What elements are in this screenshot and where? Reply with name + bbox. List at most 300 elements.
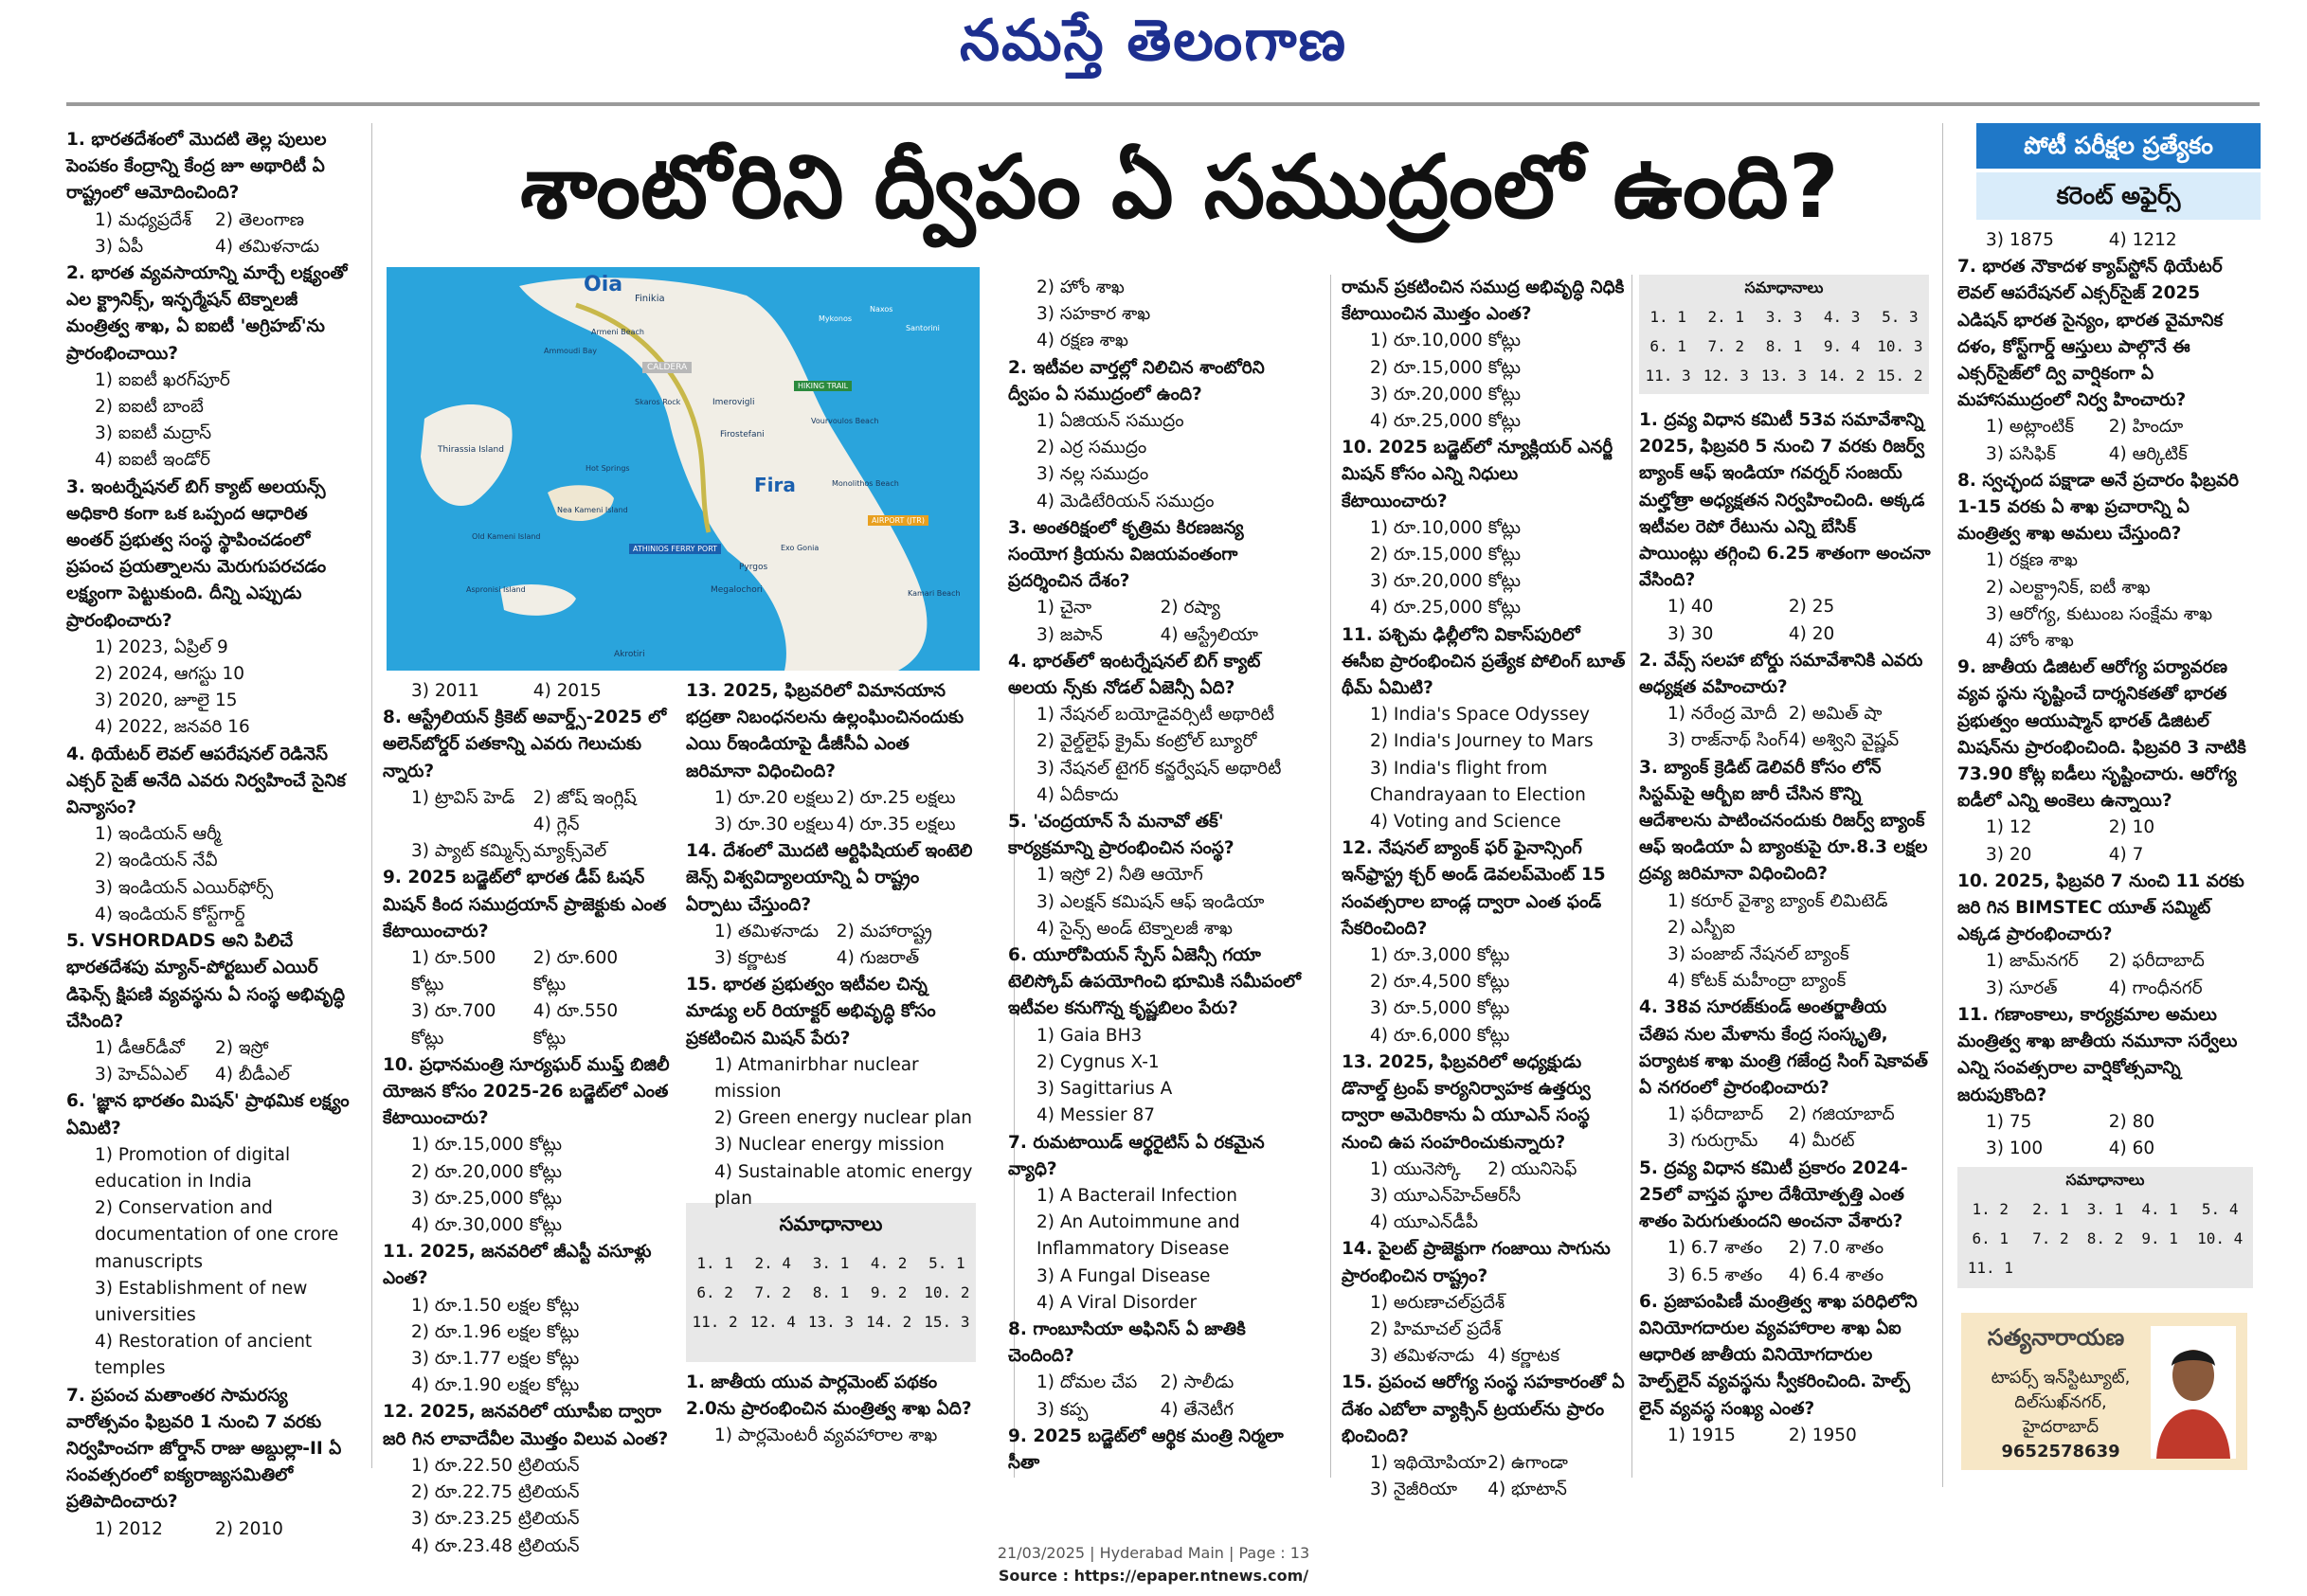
- answer-option-row: [1342, 1477, 1626, 1503]
- map-label-skaros: Skaros Rock: [635, 398, 681, 406]
- answer-option: 4) మీరట్: [1788, 1131, 1855, 1152]
- answer-option: 2) 80: [2108, 1111, 2155, 1132]
- answer-option: 1) రూ.22.50 ట్రిలియన్: [411, 1455, 580, 1476]
- answer-option: 1) Atmanirbhar nuclear mission: [714, 1054, 919, 1103]
- answer-key: 2. 1: [2032, 1200, 2069, 1218]
- answers-row: [686, 1307, 976, 1336]
- question-text: 13. 2025, ఫిబ్రవరిలో అధ్యక్షుడు డొనాల్డ్ ట్రంప్ కార్యనిర్వాహక ఉత్తర్వు ద్వారా అమెరికాను ఏ యూఎన్ సంస్థ నుంచి ఉప సంహరించుకున్నారు?: [1342, 1051, 1591, 1153]
- answer-option: 1) రూ.15,000 కోట్లు: [411, 1135, 563, 1156]
- question-text: 7. రుమటాయిడ్ ఆర్థరైటిస్ ఏ రకమైన వ్యాధి?: [1008, 1132, 1265, 1179]
- question-text: 14. పైలట్ ప్రాజెక్టుగా గంజాయి సాగును ప్రారంభించిన రాష్ట్రం?: [1342, 1239, 1611, 1286]
- banner-special: పోటీ పరీక్షల ప్రత్యేకం: [1976, 123, 2261, 169]
- answer-option: 4) రక్షణ శాఖ: [1036, 331, 1128, 351]
- answers-table: [686, 1248, 976, 1336]
- question-text: 1. ద్రవ్య విధాన కమిటీ 53వ సమావేశాన్ని 2025, ఫిబ్రవరి 5 నుంచి 7 వరకు రిజర్వ్ బ్యాంక్ ఆఫ్ ఇండియా గవర్నర్ సంజయ్ మల్హోత్రా అధ్యక్షతన నిర్వహించింది. అక్కడ ఇటీవల రెపో రేటును ఎన్ని బేసిక్ పాయింట్లు తగ్గించి 6.25 శాతంగా అంచనా వేసింది?: [1639, 410, 1931, 591]
- answer-option: 3) రూ.1.77 లక్షల కోట్లు: [411, 1349, 580, 1370]
- answer-option: 2) యునిసెఫ్: [1487, 1158, 1577, 1179]
- answer-option: 2) హిమాచల్ ప్రదేశ్: [1370, 1318, 1502, 1339]
- masthead: [0, 8, 2307, 83]
- section-banner: [1976, 123, 2261, 220]
- answer-option: 4) Restoration of ancient temples: [95, 1332, 313, 1379]
- answer-option-row: [1639, 727, 1931, 754]
- answer-option: 1) అట్లాంటిక్: [1986, 417, 2075, 438]
- answer-option: 1) పార్లమెంటరీ వ్యవహారాల శాఖ: [714, 1426, 938, 1446]
- answers-row: [1639, 361, 1929, 390]
- footer-source: Source : https://epaper.ntnews.com/: [998, 1567, 1309, 1585]
- question-text: 7. భారత నౌకాదళ క్యాప్‌స్టోన్ థియేటర్ లెవల్ ఆపరేషనల్ ఎక్సర్‌సైజ్ 2025 ఎడిషన్ భారత సైన్యం, భారత వైమానిక దళం, కోస్ట్‌గార్డ్ ఆస్తులు పాల్గొనే ఈ ఎక్సర్‌సైజ్‌లో ద్వి వార్షికంగా ఏ మహాసముద్రంలో నిర్వ హించారు?: [1957, 257, 2224, 411]
- question-text: 4. థియేటర్ లెవల్ ఆపరేషనల్ రెడినెస్ ఎక్సర్ సైజ్ అనేది ఎవరు నిర్వహించే సైనిక విన్యాసం?: [66, 744, 346, 818]
- answer-option-row: [1342, 1157, 1626, 1183]
- answer-option-row: [1957, 414, 2253, 440]
- answer-option: 2) 7.0 శాతం: [1788, 1238, 1884, 1259]
- answer-option: 4) గాంధీనగర్: [2108, 977, 2203, 998]
- answer-option-row: [1957, 842, 2253, 869]
- map-label-ammoudi: Ammoudi Bay: [544, 347, 597, 355]
- answer-option: 1) జామ్‌నగర్: [1986, 951, 2079, 972]
- map-label-akrotiri: Akrotiri: [614, 650, 645, 659]
- answer-option-row: [1639, 621, 1931, 648]
- map-label-armeni: Armeni Beach: [591, 328, 644, 336]
- answer-option: 2) రూ.25 లక్షలు: [836, 787, 956, 808]
- answer-key: 1. 1: [1649, 308, 1686, 326]
- answer-key: 5. 3: [1882, 308, 1919, 326]
- answer-option: 2) ఎస్బీఐ: [1667, 917, 1736, 938]
- question-text: 4. భారత్‌లో ఇంటర్నేషనల్ బిగ్ క్యాట్ అలయ న్స్‌కు నోడల్ ఏజెన్సీ ఏది?: [1008, 651, 1261, 699]
- map-label-airport: AIRPORT (JTR): [868, 515, 928, 526]
- author-card: [1961, 1313, 2247, 1470]
- answer-option: 2) Green energy nuclear plan: [714, 1108, 973, 1129]
- question-text: 7. ప్రపంచ మతాంతర సామరస్య వారోత్సవం ఫిబ్రవరి 1 నుంచి 7 వరకు నిర్వహించగా జోర్డాన్ రాజు అబ్దుల్లా-II ఏ సంవత్సరంలో ఐక్యరాజ్యసమితిలో ప్రతిపాదించారు?: [66, 1385, 342, 1513]
- column-3: [686, 678, 980, 1212]
- answer-option: 4) యూఎన్‌డీపీ: [1370, 1212, 1479, 1233]
- answer-key: 13. 3: [807, 1313, 855, 1331]
- answer-option: 2) తెలంగాణ: [214, 209, 305, 230]
- answers-box-1: [686, 1203, 976, 1362]
- answer-option: 2) 10: [2108, 817, 2155, 838]
- question-text: 5. ద్రవ్య విధాన కమిటీ ప్రకారం 2024-25లో వాస్తవ స్థూల దేశీయోత్పత్తి ఎంత శాతం పెరుగుతుందని అంచనా వేశారు?: [1639, 1157, 1908, 1232]
- answer-option: 3) ఆరోగ్య, కుటుంబ సంక్షేమ శాఖ: [1986, 603, 2213, 624]
- answer-option: 3) కర్ణాటక: [714, 948, 786, 969]
- answer-option: 1) 6.7 శాతం: [1667, 1238, 1763, 1259]
- answer-option: 4) రూ.25,000 కోట్లు: [1370, 411, 1522, 432]
- column-7: [1957, 227, 2253, 1162]
- question-text: 8. స్వచ్ఛంద పక్షాడా అనే ప్రచారం ఫిబ్రవరి 1-15 వరకు ఏ శాఖ ప్రచారాన్ని ఏ మంత్రిత్వ శాఖ అమలు చేస్తుంది?: [1957, 470, 2239, 545]
- answer-key: 5. 4: [2201, 1200, 2239, 1218]
- answer-option: 2) ఇస్రో: [214, 1037, 269, 1058]
- answer-option-row: [66, 1035, 356, 1062]
- answer-option: 3) 1875: [1986, 230, 2054, 250]
- answer-option: 3) పంజాబ్ నేషనల్ బ్యాంక్: [1667, 944, 1849, 965]
- answer-option: 4) ఇండియన్ కోస్ట్‌గార్డ్: [95, 904, 245, 924]
- answer-key: 4. 2: [870, 1254, 908, 1272]
- answer-option: 1) యునెస్కో: [1370, 1158, 1461, 1179]
- answer-key: [2187, 1253, 2253, 1282]
- answer-key: 4. 1: [2141, 1200, 2178, 1218]
- question-text: 5. VSHORDADS అని పిలిచే భారతదేశపు మ్యాన్-పోర్టబుల్ ఎయిర్ డిఫెన్స్ క్షిపణి వ్యవస్థను ఏ సంస్థ అభివృద్ధి చేసింది?: [66, 931, 346, 1031]
- answer-option: 3) Establishment of new universities: [95, 1278, 308, 1325]
- answers-table: [1639, 302, 1929, 390]
- answer-option: 4) 2022, జనవరి 16: [95, 717, 250, 738]
- answer-option: 2) ఉగాండా: [1487, 1452, 1568, 1473]
- answer-option: 4) రూ.25,000 కోట్లు: [1370, 598, 1522, 619]
- answer-option-row: [1008, 622, 1306, 649]
- answer-option: 3) రూ.20,000 కోట్లు: [1370, 571, 1522, 592]
- answer-option-row: [1639, 1263, 1931, 1289]
- question-text: 4. 38వ సూరజ్‌కుండ్ అంతర్జాతీయ చేతిప నుల మేళాను కేంద్ర సంస్కృతి, పర్యాటక శాఖ మంత్రి గజేంద్ర సింగ్ షెకావత్ ఏ నగరంలో ప్రారంభించారు?: [1639, 997, 1928, 1099]
- answer-option-row: [1639, 701, 1931, 727]
- column-5: [1342, 275, 1626, 1503]
- answer-key: 3. 3: [1765, 308, 1803, 326]
- answer-option: 3) తమిళనాడు: [1370, 1346, 1475, 1367]
- answer-option: 2) గజియాబాద్: [1788, 1104, 1895, 1125]
- answer-key: 10. 3: [1877, 337, 1923, 355]
- header-rule: [66, 102, 2260, 106]
- answer-option: 1) రూ.1.50 లక్షల కోట్లు: [411, 1295, 580, 1316]
- answer-option: 1) ఇండియన్ ఆర్మీ: [95, 824, 222, 845]
- answers-row: [1957, 1253, 2253, 1282]
- answer-option: 4) రూ.6,000 కోట్లు: [1370, 1025, 1510, 1046]
- answer-option: 2) రూ.15,000 కోట్లు: [1370, 545, 1522, 565]
- author-photo-graphic: [2151, 1326, 2236, 1459]
- answer-option: 3) సహకార శాఖ: [1036, 304, 1151, 325]
- answer-option: 4) బీడీఎల్: [214, 1065, 291, 1085]
- map-label-imerovigli: Imerovigli: [712, 398, 755, 407]
- answer-option: 3) నేషనల్ టైగర్ కన్జర్వేషన్ అథారిటీ: [1036, 758, 1282, 779]
- answer-key: 2. 4: [754, 1254, 792, 1272]
- answer-option-row: [383, 812, 676, 865]
- answer-option: 1) 2012: [95, 1518, 163, 1539]
- author-area: దిల్‌సుఖ్‌నగర్,: [2014, 1392, 2107, 1412]
- question-text: 10. ప్రధానమంత్రి సూర్యఘర్ ముఫ్త్ బిజిలీ యోజన కోసం 2025-26 బడ్జెట్‌లో ఎంత కేటాయించారు?: [383, 1054, 670, 1129]
- answer-option-row: [1957, 976, 2253, 1002]
- answer-key: 8. 1: [812, 1283, 850, 1301]
- answer-option: 4) రూ.550 కోట్లు: [532, 1001, 619, 1049]
- answer-option: 4) ఏదీకాదు: [1036, 784, 1119, 805]
- answer-option: 4) 6.4 శాతం: [1788, 1264, 1884, 1285]
- answer-option: 4) Voting and Science: [1370, 812, 1561, 833]
- answer-option: 1) 12: [1986, 817, 2032, 838]
- answer-option: 1) ట్రావిస్ హెడ్: [411, 787, 515, 808]
- answer-option-row: [1639, 1128, 1931, 1155]
- answer-option: 2) 25: [1788, 597, 1835, 618]
- answer-key: 2. 1: [1707, 308, 1745, 326]
- footer-dateline: 21/03/2025 | Hyderabad Main | Page : 13: [997, 1544, 1310, 1562]
- answer-option-row: [1639, 594, 1931, 620]
- answer-option: 4) కర్ణాటక: [1487, 1346, 1559, 1367]
- answer-option: 1) డీఆర్‌డీవో: [95, 1037, 185, 1058]
- question-text: 3. అంతరిక్షంలో కృత్రిమ కిరణజన్య సంయోగ క్రియను విజయవంతంగా ప్రదర్శించిన దేశం?: [1008, 517, 1244, 592]
- map-label-megalochori: Megalochori: [711, 585, 763, 595]
- banner-current-affairs: కరెంట్ అఫైర్స్: [1976, 172, 2261, 220]
- answer-option-row: [686, 945, 980, 972]
- answer-option: 2) సాలీడు: [1160, 1372, 1235, 1393]
- answer-option: 2) ఎర్ర సముద్రం: [1036, 438, 1147, 458]
- answer-option: 4) Messier 87: [1036, 1105, 1156, 1126]
- question-text: 6. 'జ్ఞాన భారతం మిషన్' ప్రాథమిక లక్ష్యం ఏమిటి?: [66, 1091, 350, 1139]
- answers-box-2: [1639, 275, 1929, 394]
- question-text: 11. పశ్చిమ ఢిల్లీలోని వికాస్‌పురిలో ఈసీఐ ప్రారంభించిన ప్రత్యేక పోలింగ్ బూత్ థీమ్ ఏమిటి?: [1342, 624, 1626, 699]
- answer-option: 3) 20: [1986, 844, 2032, 865]
- map-label-exo-gonia: Exo Gonia: [781, 544, 820, 552]
- answer-option: 3) నైజీరియా: [1370, 1479, 1458, 1500]
- column-divider: [1942, 123, 1943, 1487]
- answer-option-row: [1639, 1102, 1931, 1128]
- answers-title: సమాధానాలు: [2065, 1171, 2145, 1189]
- answer-option: 1) అరుణాచల్‌ప్రదేశ్: [1370, 1292, 1505, 1313]
- map-label-oia: Oia: [584, 273, 623, 296]
- answer-option-row: [383, 998, 676, 1051]
- question-text: 9. జాతీయ డిజిటల్ ఆరోగ్య పర్యావరణ వ్యవ స్థను సృష్టించే దార్శనికతతో భారత ప్రభుత్వం ఆయుష్మాన్ భారత్ డిజిటల్ మిషన్‌ను ప్రారంభించింది. ఫిబ్రవరి 3 నాటికి 73.90 కోట్ల ఐడీలు సృష్టించారు. ఆరోగ్య ఐడీలో ఎన్ని అంకెలు ఉన్నాయి?: [1957, 657, 2246, 812]
- answer-option: 1) రూ.3,000 కోట్లు: [1370, 945, 1510, 966]
- answer-option: 4) Sustainable atomic energy plan: [714, 1161, 973, 1209]
- answer-option: 1) కరూర్ వైశ్యా బ్యాంక్ లిమిటెడ్: [1667, 890, 1888, 911]
- answer-option-row: [1957, 815, 2253, 841]
- answer-key: 10. 4: [2197, 1229, 2244, 1247]
- answer-option: 3) రూ.23.25 ట్రిలియన్: [411, 1509, 580, 1530]
- answer-option: 1) 40: [1667, 597, 1714, 618]
- answer-key: 12. 4: [749, 1313, 796, 1331]
- answer-option: 1) రక్షణ శాఖ: [1986, 550, 2078, 571]
- answer-key: 14. 2: [866, 1313, 912, 1331]
- answer-option: 4) రూ.23.48 ట్రిలియన్: [411, 1535, 580, 1556]
- answer-option: 4) అశ్విని వైష్ణవ్: [1788, 730, 1900, 751]
- question-text: 2. ఇటీవల వార్తల్లో నిలిచిన శాంటోరిని ద్వీపం ఏ సముద్రంలో ఉంది?: [1008, 357, 1265, 404]
- answer-option: 2) మహారాష్ట్ర: [836, 921, 932, 941]
- author-info: [1971, 1366, 2151, 1464]
- answer-option: 3) హెచ్‌ఏఎల్: [95, 1065, 188, 1085]
- answer-key: 9. 2: [870, 1283, 908, 1301]
- answer-option: 4) రూ.35 లక్షలు: [836, 815, 956, 835]
- answer-option: 1) రూ.10,000 కోట్లు: [1370, 517, 1522, 538]
- answer-option-row: [686, 812, 980, 838]
- answer-option-row: [1639, 1423, 1931, 1449]
- answers-row: [686, 1278, 976, 1307]
- question-text: 8. ఆస్ట్రేలియన్ క్రికెట్ అవార్డ్స్-2025 లో అలెన్‌బోర్డర్ పతకాన్ని ఎవరు గెలుచుకు న్నారు?: [383, 708, 667, 781]
- answer-option: 3) 30: [1667, 623, 1714, 644]
- question-text: 9. 2025 బడ్జెట్‌లో ఆర్థిక మంత్రి నిర్మలా సీతా: [1008, 1426, 1284, 1473]
- question-text: 8. గాంబూసియా అఫినిస్ ఏ జాతికి చెందింది?: [1008, 1318, 1246, 1367]
- answer-option: 3) జపాన్: [1036, 624, 1103, 645]
- map-label-firostefani: Firostefani: [720, 430, 765, 439]
- answer-option: 4) ఆర్కిటిక్: [2108, 443, 2188, 464]
- answer-option-row: [1957, 948, 2253, 975]
- answer-option: 2) హోం శాఖ: [1036, 278, 1125, 297]
- answer-option: 2) 1950: [1788, 1425, 1857, 1445]
- map-label-pyrgos: Pyrgos: [739, 563, 768, 572]
- answer-option: 2) రష్యా: [1160, 598, 1221, 619]
- answer-option: 1) ఇస్రో 2) నీతి ఆయోగ్: [1036, 865, 1203, 886]
- answer-option: 4) రూ.1.90 లక్షల కోట్లు: [411, 1375, 580, 1396]
- answer-option: 2) రూ.22.75 ట్రిలియన్: [411, 1482, 580, 1503]
- page-footer: [0, 1542, 2307, 1587]
- answer-option: 4) 20: [1788, 623, 1835, 644]
- question-text: 3. బ్యాంక్ క్రెడిట్ డెలివరీ కోసం లోన్ సిస్టమ్‌పై ఆర్బీఐ జారీ చేసిన కొన్ని ఆదేశాలను పాటించనందుకు రిజర్వ్ బ్యాంక్ ఆఫ్ ఇండియా ఏ బ్యాంకుపై రూ.8.3 లక్షల ద్రవ్య జరిమానా విధించింది?: [1639, 757, 1928, 885]
- map-label-mykonos: Mykonos: [819, 314, 853, 323]
- answer-option-row: [1008, 1397, 1306, 1424]
- answer-option: 3) ప్యాట్ కమ్మిన్స్: [411, 841, 531, 862]
- answer-option: 1) రూ.500 కోట్లు: [411, 948, 496, 995]
- question-text: 12. నేషనల్ బ్యాంక్ ఫర్ ఫైనాన్సింగ్ ఇన్‌ఫ్రాస్ట్ర క్చర్ అండ్ డెవలప్‌మెంట్ 15 సంవత్సరాల బాండ్ల ద్వారా ఎంత ఫండ్ సేకరించింది?: [1342, 838, 1606, 939]
- answer-option: 4) గ్లెన్ మ్యాక్స్‌వెల్: [532, 815, 607, 862]
- page-headline: శాంటోరిని ద్వీపం ఏ సముద్రంలో ఉంది?: [520, 136, 1839, 238]
- answer-option-row: [383, 945, 676, 998]
- answer-key: 11. 2: [692, 1313, 738, 1331]
- answer-option: 3) 2011: [411, 681, 479, 701]
- author-name: సత్యనారాయణ: [1987, 1324, 2125, 1351]
- question-text: 1. భారతదేశంలో మొదటి తెల్ల పులుల పెంపకం కేంద్రాన్ని కేంద్ర జూ అథారిటీ ఏ రాష్ట్రంలో ఆమోదించింది?: [66, 130, 327, 204]
- answer-option-row: [66, 234, 356, 260]
- answer-option-row: [1342, 1343, 1626, 1370]
- question-text: 15. ప్రపంచ ఆరోగ్య సంస్థ సహకారంతో ఏ దేశం ఎబోలా వ్యాక్సిన్ ట్రయల్‌ను ప్రారం భించింది?: [1342, 1372, 1625, 1446]
- map-label-athinios: ATHINIOS FERRY PORT: [629, 544, 721, 554]
- answer-option: 2) 2024, ఆగస్టు 10: [95, 664, 245, 685]
- answer-option: 4) తమిళనాడు: [214, 236, 320, 257]
- answer-option: 2) ఫరీదాబాద్: [2108, 951, 2205, 972]
- map-label-hot-springs: Hot Springs: [586, 464, 630, 473]
- question-text: 10. 2025, ఫిబ్రవరి 7 నుంచి 11 వరకు జరి గిన BIMSTEC యూత్ సమ్మిట్ ఎక్కడ ప్రారంభించారు?: [1957, 870, 2244, 945]
- answer-option: 1) Promotion of digital education in India: [95, 1144, 291, 1192]
- answer-option: 1) తమిళనాడు: [714, 921, 820, 941]
- answer-option: 4) A Viral Disorder: [1036, 1292, 1198, 1313]
- answer-option-row: [1008, 1370, 1306, 1396]
- answer-option: 3) రాజ్‌నాథ్ సింగ్: [1667, 730, 1789, 751]
- answer-option: 4) తేనెటీగ: [1160, 1399, 1234, 1420]
- masthead-title: నమస్తే తెలంగాణ: [959, 8, 1348, 74]
- answer-option: 1) ఫరీదాబాద్: [1667, 1104, 1764, 1125]
- answer-option: 3) ఎలక్షన్ కమిషన్ ఆఫ్ ఇండియా: [1036, 891, 1265, 912]
- answer-option: 3) Sagittarius A: [1036, 1079, 1173, 1100]
- answer-key: 9. 1: [2141, 1229, 2178, 1247]
- answer-option: 4) ఐఐటీ ఇండోర్: [95, 450, 210, 471]
- answer-option: 2) వైల్డ్‌లైఫ్ క్రైమ్ కంట్రోల్ బ్యూరో: [1036, 731, 1257, 752]
- answer-option: 3) కప్ప: [1036, 1399, 1089, 1420]
- question-text: 2. భారత వ్యవసాయాన్ని మార్చే లక్ష్యంతో ఎల క్ట్రానిక్స్, ఇన్ఫర్మేషన్ టెక్నాలజీ మంత్రిత్వ శాఖ, ఏ ఐఐటీ 'అగ్రిహబ్'ను ప్రారంభించాయి?: [66, 263, 348, 364]
- answer-option: 1) మధ్యప్రదేశ్: [95, 209, 192, 230]
- answer-option: 2) An Autoimmune and Inflammatory Disease: [1036, 1212, 1240, 1260]
- answer-option: 1) రూ.20 లక్షలు: [714, 787, 834, 808]
- answer-option-row: [686, 919, 980, 945]
- map-label-naxos: Naxos: [870, 305, 893, 314]
- answer-option: 4) 2015: [532, 681, 602, 701]
- answer-option: 3) రూ.700 కోట్లు: [411, 1001, 496, 1049]
- question-text: 14. దేశంలో మొదటి ఆర్టిఫిషియల్ ఇంటెలి జెన్స్ విశ్వవిద్యాలయాన్ని ఏ రాష్ట్రం ఏర్పాటు చేస్తుంది?: [686, 841, 973, 915]
- answers-row: [1639, 332, 1929, 361]
- answer-option: 2) రూ.20,000 కోట్లు: [411, 1161, 563, 1182]
- author-institute: టాపర్స్ ఇన్‌స్టిట్యూట్,: [1991, 1368, 2131, 1388]
- answer-option: 1) నేషనల్ బయోడైవర్సిటీ అథారిటీ: [1036, 705, 1275, 726]
- answer-option: 3) రూ.30 లక్షలు: [714, 815, 834, 835]
- answers-box-3: [1957, 1167, 2253, 1288]
- answer-option: 3) గురుగ్రామ్: [1667, 1131, 1758, 1152]
- map-label-old-kameni: Old Kameni Island: [472, 532, 541, 541]
- answer-option: 3) ఐఐటీ మద్రాస్: [95, 423, 212, 444]
- answer-key: 7. 2: [1707, 337, 1745, 355]
- answer-key: [2024, 1253, 2079, 1282]
- answer-option: 4) 60: [2108, 1138, 2155, 1158]
- map-label-thirassia: Thirassia Island: [438, 445, 504, 455]
- answer-option-row: [66, 1516, 356, 1543]
- map-label-nea-kameni: Nea Kameni Island: [557, 506, 628, 514]
- question-text: 11. 2025, జనవరిలో జీఎస్టీ వసూళ్లు ఎంత?: [383, 1242, 652, 1289]
- column-divider: [1330, 275, 1331, 1478]
- author-photo: [2151, 1326, 2236, 1459]
- question-text: 13. 2025, ఫిబ్రవరిలో విమానయాన భద్రతా నిబంధనలను ఉల్లంఘించినందుకు ఎయి ర్‌ఇండియాపై డీజీసీఏ ఎంత జరిమానా విధించింది?: [686, 681, 964, 781]
- answers-title: సమాధానాలు: [779, 1212, 883, 1235]
- answer-key: 3. 1: [812, 1254, 850, 1272]
- answer-option: 2) India's Journey to Mars: [1370, 731, 1594, 752]
- question-text: 10. 2025 బడ్జెట్‌లో న్యూక్లియర్ ఎనర్జీ మిషన్ కోసం ఎన్ని నిధులు కేటాయించారు?: [1342, 438, 1613, 511]
- answer-option: 1) 2023, ఏప్రిల్ 9: [95, 637, 228, 657]
- answer-option: 4) కోటక్ మహీంద్రా బ్యాంక్: [1667, 971, 1847, 992]
- answer-key: 14. 2: [1819, 367, 1865, 385]
- answer-option: 3) India's flight from Chandrayaan to Election: [1370, 758, 1586, 805]
- question-text: 6. ప్రజాపంపిణీ మంత్రిత్వ శాఖ పరిధిలోని వినియోగదారుల వ్యవహారాల శాఖ ఏఐ ఆధారిత జాతీయ వినియోగదారుల హెల్ప్‌లైన్ వ్యవస్థను స్వీకరించింది. హెల్ప్ లైన్ వ్యవస్థ సంఖ్య ఎంత?: [1639, 1291, 1918, 1419]
- question-text: 12. 2025, జనవరిలో యూపీఐ ద్వారా జరి గిన లావాదేవీల మొత్తం విలువ ఎంత?: [383, 1402, 669, 1449]
- answer-option: 4) మెడిటేరియన్ సముద్రం: [1036, 491, 1215, 511]
- map-label-santorini: Santorini: [906, 324, 940, 332]
- author-city: హైదరాబాద్: [2022, 1417, 2100, 1437]
- answer-key: 1. 1: [696, 1254, 733, 1272]
- answer-option-row: [1957, 441, 2253, 468]
- answer-key: 6. 2: [696, 1283, 733, 1301]
- answer-option-row: [1008, 595, 1306, 621]
- answer-key: 6. 1: [1649, 337, 1686, 355]
- answer-option-row: [383, 785, 676, 812]
- map-label-caldera: CALDERA: [642, 362, 692, 373]
- answer-option: 2) రూ.600 కోట్లు: [532, 948, 619, 995]
- answer-option: 3) పసిఫిక్: [1986, 443, 2056, 464]
- answer-key: 3. 1: [2086, 1200, 2124, 1218]
- answer-option: 4) హోం శాఖ: [1986, 631, 2074, 652]
- column-4: [1008, 275, 1306, 1477]
- answer-option: 4) భూటాన్: [1487, 1479, 1567, 1500]
- question-text: 6. యూరోపియన్ స్పేస్ ఏజెన్సీ గయా టెలిస్కోప్ ఉపయోగించి భూమికి సమీపంలో ఇటీవల కనుగొన్న కృష్ణబిలం పేరు?: [1008, 945, 1301, 1019]
- answer-key: [2133, 1253, 2188, 1282]
- answer-option: 1) చైనా: [1036, 598, 1092, 619]
- question-text: 1. జాతీయ యువ పార్లమెంట్ పథకం 2.0ను ప్రారంభించిన మంత్రిత్వ శాఖ ఏది?: [686, 1372, 972, 1420]
- answer-option: 2) ఎలక్ట్రానిక్, ఐటీ శాఖ: [1986, 577, 2151, 598]
- answer-key: 4. 3: [1823, 308, 1861, 326]
- answer-option: 4) 7: [2108, 844, 2144, 865]
- answer-key: 13. 3: [1760, 367, 1808, 385]
- answer-key: 11. 1: [1967, 1259, 2013, 1277]
- answer-option: 1) A Bacterail Infection: [1036, 1185, 1238, 1206]
- answer-key: 8. 1: [1765, 337, 1803, 355]
- answer-option: 3) సూరత్: [1986, 977, 2058, 998]
- answer-option: 3) యూఎన్‌హెచ్‌ఆర్‌సీ: [1370, 1185, 1522, 1206]
- column-2: [383, 678, 676, 1560]
- answer-option: 3) నల్ల సముద్రం: [1036, 464, 1149, 485]
- map-graphic: [387, 267, 980, 671]
- answer-key: 5. 1: [928, 1254, 965, 1272]
- answer-option: 4) రూ.30,000 కోట్లు: [411, 1215, 563, 1236]
- column-divider: [371, 123, 372, 1468]
- answer-option: 1) India's Space Odyssey: [1370, 705, 1590, 726]
- answer-option: 1) దోమల చేప: [1036, 1372, 1138, 1393]
- answers-row: [1957, 1224, 2253, 1253]
- answer-key: 6. 1: [1972, 1229, 2010, 1247]
- answer-option: 2) రూ.1.96 లక్షల కోట్లు: [411, 1321, 580, 1342]
- author-phone: 9652578639: [2001, 1442, 2120, 1462]
- answer-option-row: [66, 1062, 356, 1088]
- answer-key: 10. 2: [924, 1283, 970, 1301]
- answer-key: 15. 3: [924, 1313, 970, 1331]
- answer-option-row: [383, 678, 676, 705]
- question-text: 3. ఇంటర్నేషనల్ బిగ్ క్యాట్ అలయన్స్ అధికారి కంగా ఒక ఒప్పంద ఆధారిత అంతర్ ప్రభుత్వ సంస్థ స్థాపించడంలో ప్రపంచ ప్రయత్నాలను మెరుగుపరచడం లక్ష్యంగా పెట్టుకుంది. దీన్ని ఎప్పుడు ప్రారంభించారు?: [66, 476, 327, 631]
- answer-key: 1. 2: [1972, 1200, 2010, 1218]
- answers-row: [1957, 1194, 2253, 1224]
- column-3-bottom: [686, 1370, 980, 1450]
